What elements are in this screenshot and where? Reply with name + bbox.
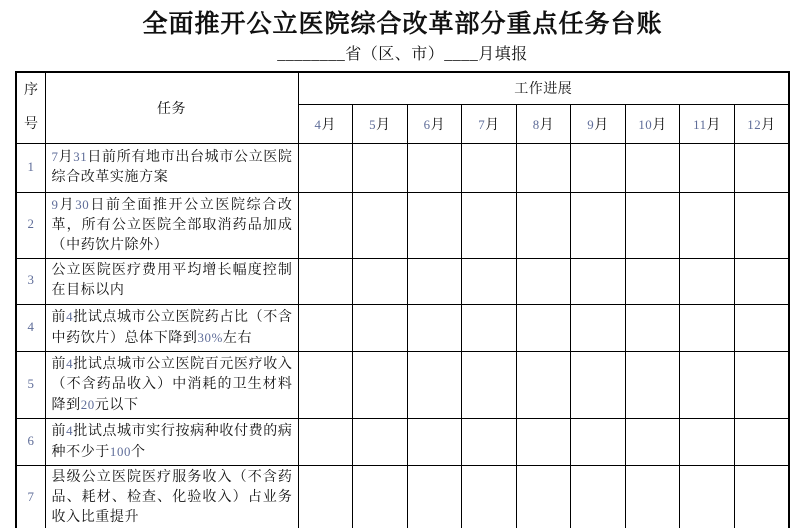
progress-cell xyxy=(353,258,408,304)
progress-cell xyxy=(734,143,789,192)
progress-cell xyxy=(353,418,408,465)
progress-cell xyxy=(680,304,735,351)
header-month-11: 11月 xyxy=(680,104,735,143)
progress-cell xyxy=(298,351,353,418)
task-cell: 公立医院医疗费用平均增长幅度控制在目标以内 xyxy=(45,258,298,304)
progress-cell xyxy=(407,351,462,418)
progress-cell xyxy=(353,304,408,351)
header-month-7: 7月 xyxy=(462,104,517,143)
header-month-12: 12月 xyxy=(734,104,789,143)
progress-cell xyxy=(407,418,462,465)
progress-cell xyxy=(680,418,735,465)
progress-cell xyxy=(516,143,571,192)
progress-cell xyxy=(462,192,517,258)
progress-cell xyxy=(680,192,735,258)
row-number-cell: 5 xyxy=(16,351,45,418)
progress-cell xyxy=(353,192,408,258)
row-number-cell: 7 xyxy=(16,465,45,528)
progress-cell xyxy=(516,465,571,528)
progress-cell xyxy=(407,465,462,528)
header-month-4: 4月 xyxy=(298,104,353,143)
header-month-8: 8月 xyxy=(516,104,571,143)
task-ledger-table xyxy=(15,71,790,528)
header-col-task: 任务 xyxy=(45,72,298,143)
progress-cell xyxy=(516,258,571,304)
progress-cell xyxy=(571,258,626,304)
progress-cell xyxy=(625,418,680,465)
table-row xyxy=(16,465,789,528)
task-cell: 县级公立医院医疗服务收入（不含药品、耗材、检查、化验收入）占业务收入比重提升 xyxy=(45,465,298,528)
progress-cell xyxy=(734,192,789,258)
progress-cell xyxy=(407,258,462,304)
progress-cell xyxy=(734,304,789,351)
table-row xyxy=(16,258,789,304)
progress-cell xyxy=(462,418,517,465)
progress-cell xyxy=(571,418,626,465)
header-month-10: 10月 xyxy=(625,104,680,143)
progress-cell xyxy=(462,258,517,304)
progress-cell xyxy=(298,258,353,304)
progress-cell xyxy=(407,192,462,258)
progress-cell xyxy=(625,143,680,192)
header-col-index: 序号 xyxy=(16,72,45,143)
row-number-cell: 6 xyxy=(16,418,45,465)
header-month-9: 9月 xyxy=(571,104,626,143)
row-number-cell: 3 xyxy=(16,258,45,304)
progress-cell xyxy=(298,465,353,528)
header-month-5: 5月 xyxy=(353,104,408,143)
progress-cell xyxy=(353,465,408,528)
progress-cell xyxy=(407,304,462,351)
header-month-6: 6月 xyxy=(407,104,462,143)
progress-cell xyxy=(462,304,517,351)
row-number-cell: 4 xyxy=(16,304,45,351)
progress-cell xyxy=(571,304,626,351)
progress-cell xyxy=(571,192,626,258)
progress-cell xyxy=(516,351,571,418)
progress-cell xyxy=(516,192,571,258)
table-row xyxy=(16,351,789,418)
progress-cell xyxy=(734,351,789,418)
task-cell: 前4批试点城市公立医院药占比（不含中药饮片）总体下降到30%左右 xyxy=(45,304,298,351)
row-number-cell: 1 xyxy=(16,143,45,192)
progress-cell xyxy=(571,351,626,418)
progress-cell xyxy=(734,258,789,304)
progress-cell xyxy=(571,465,626,528)
progress-cell xyxy=(462,143,517,192)
progress-cell xyxy=(734,465,789,528)
progress-cell xyxy=(625,465,680,528)
table-row xyxy=(16,304,789,351)
task-cell: 9月30日前全面推开公立医院综合改革，所有公立医院全部取消药品加成（中药饮片除外） xyxy=(45,192,298,258)
progress-cell xyxy=(298,192,353,258)
document-title: 全面推开公立医院综合改革部分重点任务台账 xyxy=(142,11,663,38)
progress-cell xyxy=(462,351,517,418)
progress-cell xyxy=(462,465,517,528)
progress-cell xyxy=(407,143,462,192)
task-cell: 7月31日前所有地市出台城市公立医院综合改革实施方案 xyxy=(45,143,298,192)
progress-cell xyxy=(625,258,680,304)
progress-cell xyxy=(298,143,353,192)
progress-cell xyxy=(516,418,571,465)
task-cell: 前4批试点城市实行按病种收付费的病种不少于100个 xyxy=(45,418,298,465)
progress-cell xyxy=(571,143,626,192)
progress-cell xyxy=(298,304,353,351)
progress-cell xyxy=(680,258,735,304)
progress-cell xyxy=(625,192,680,258)
table-row xyxy=(16,143,789,192)
progress-cell xyxy=(680,465,735,528)
progress-cell xyxy=(516,304,571,351)
document-subtitle: ________省（区、市）____月填报 xyxy=(277,46,528,63)
progress-cell xyxy=(734,418,789,465)
task-cell: 前4批试点城市公立医院百元医疗收入（不含药品收入）中消耗的卫生材料降到20元以下 xyxy=(45,351,298,418)
progress-cell xyxy=(625,304,680,351)
header-row-top xyxy=(16,72,789,104)
table-row xyxy=(16,418,789,465)
table-row xyxy=(16,192,789,258)
progress-cell xyxy=(353,351,408,418)
progress-cell xyxy=(625,351,680,418)
header-progress: 工作进展 xyxy=(298,72,789,104)
progress-cell xyxy=(680,143,735,192)
progress-cell xyxy=(680,351,735,418)
progress-cell xyxy=(298,418,353,465)
row-number-cell: 2 xyxy=(16,192,45,258)
progress-cell xyxy=(353,143,408,192)
